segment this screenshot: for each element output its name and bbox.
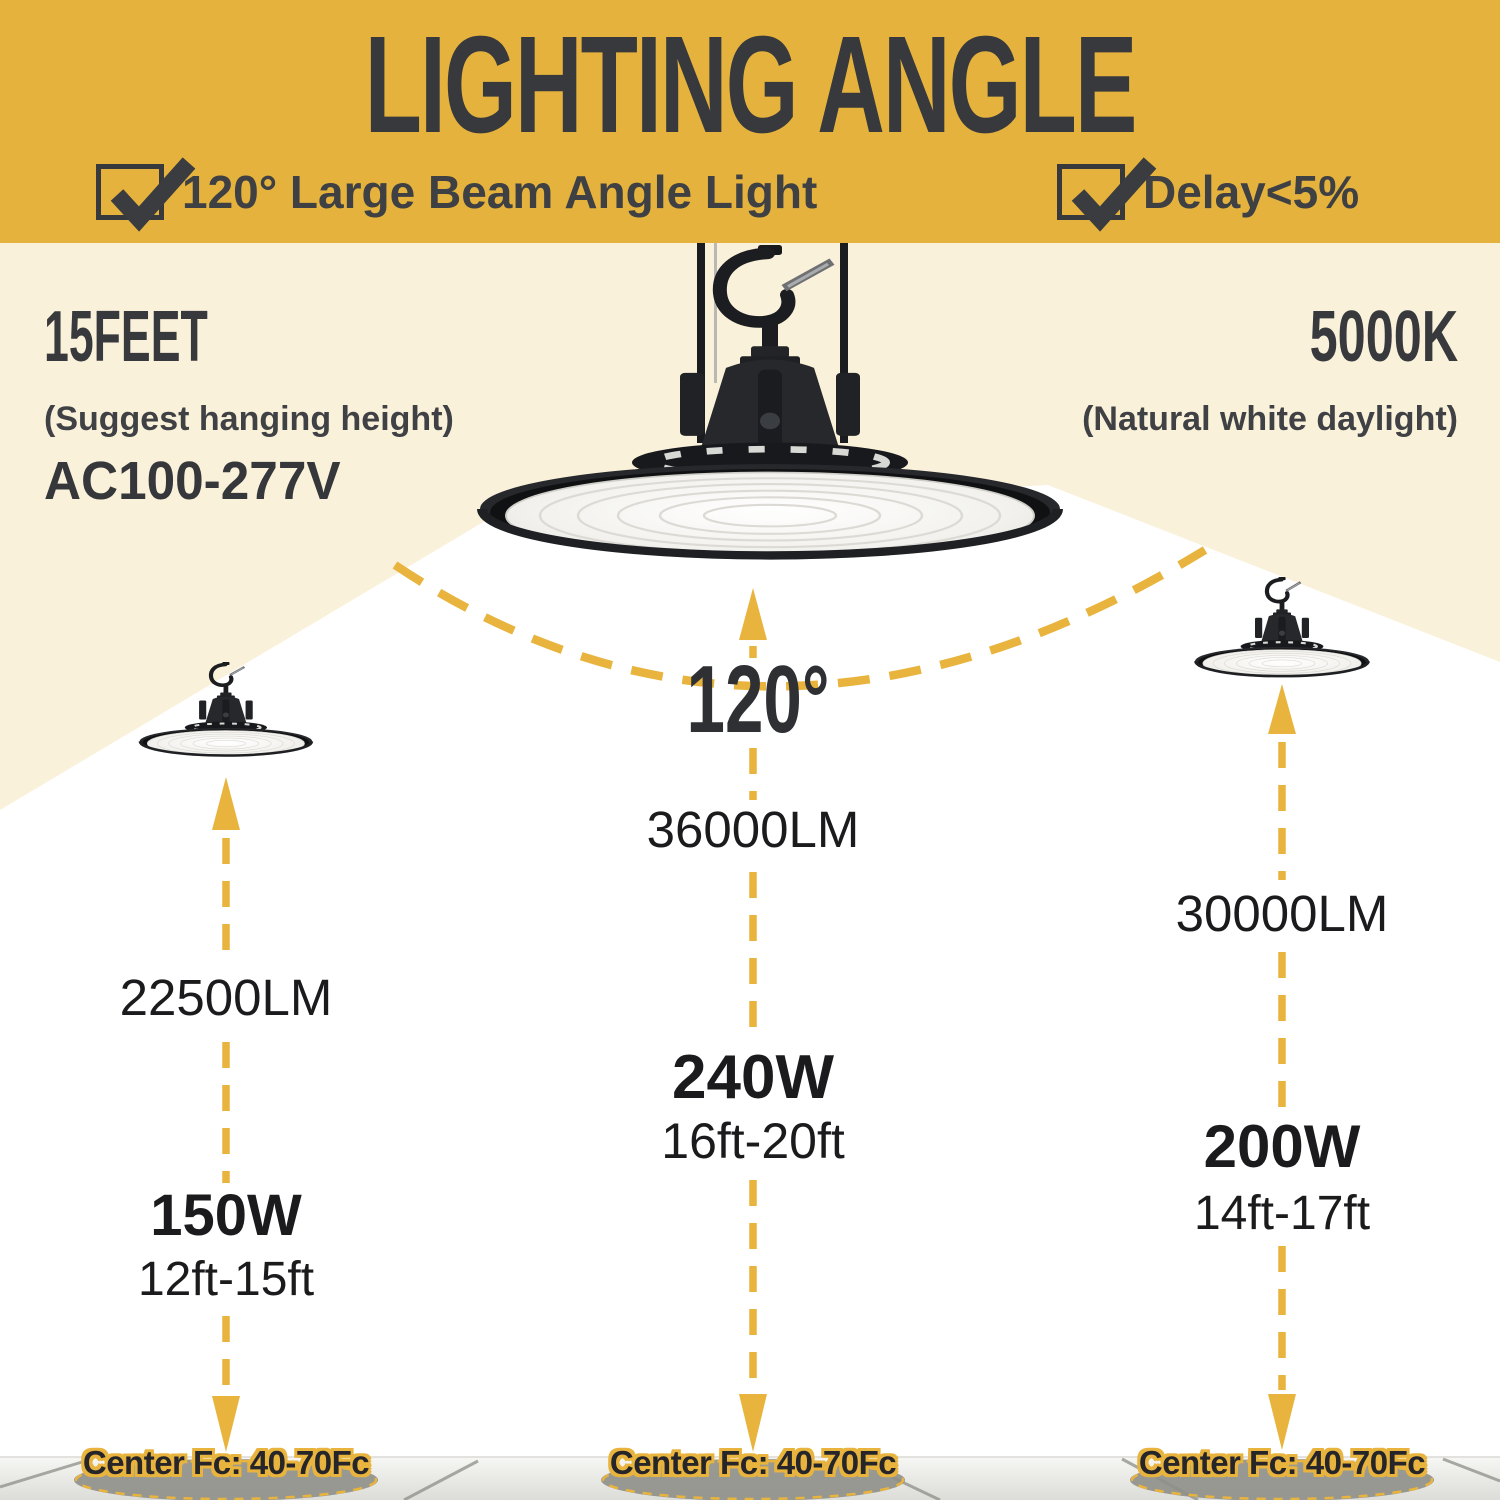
feature-label-beam-angle: 120° Large Beam Angle Light	[182, 166, 818, 218]
spec-feet-value: 15FEET	[44, 297, 208, 377]
beam-angle-value: 120°	[686, 646, 830, 753]
lumens-left: 22500LM	[119, 969, 333, 1026]
floor-label-left: Center Fc: 40-70Fc	[82, 1444, 370, 1481]
spec-hanging-height	[44, 296, 454, 439]
height-range-right: 14ft-17ft	[1193, 1187, 1371, 1240]
floor-label-center: Center Fc: 40-70Fc	[609, 1444, 897, 1481]
wattage-center: 240W	[672, 1043, 834, 1112]
feature-delay	[1057, 160, 1359, 224]
feature-label-delay: Delay<5%	[1143, 166, 1360, 218]
checked-checkbox-icon	[96, 164, 164, 220]
spec-voltage: AC100-277V	[44, 451, 341, 511]
spec-color-temperature	[1082, 296, 1458, 439]
banner	[0, 0, 1500, 243]
spec-feet-note: (Suggest hanging height)	[44, 400, 454, 438]
lumens-center: 36000LM	[646, 801, 860, 858]
spec-kelvin-note: (Natural white daylight)	[1082, 400, 1458, 438]
safety-cable	[714, 243, 717, 383]
feature-beam-angle	[96, 160, 817, 224]
lumens-right: 30000LM	[1175, 885, 1389, 942]
spec-kelvin-value: 5000K	[1309, 297, 1458, 377]
height-range-left: 12ft-15ft	[137, 1253, 315, 1306]
wattage-right: 200W	[1203, 1113, 1361, 1180]
floor-label-right: Center Fc: 40-70Fc	[1138, 1444, 1426, 1481]
highbay-light-large	[480, 245, 1060, 559]
checked-checkbox-icon	[1057, 164, 1125, 220]
page-title: LIGHTING ANGLE	[364, 8, 1136, 162]
wattage-left: 150W	[150, 1183, 302, 1248]
height-range-center: 16ft-20ft	[661, 1113, 845, 1169]
